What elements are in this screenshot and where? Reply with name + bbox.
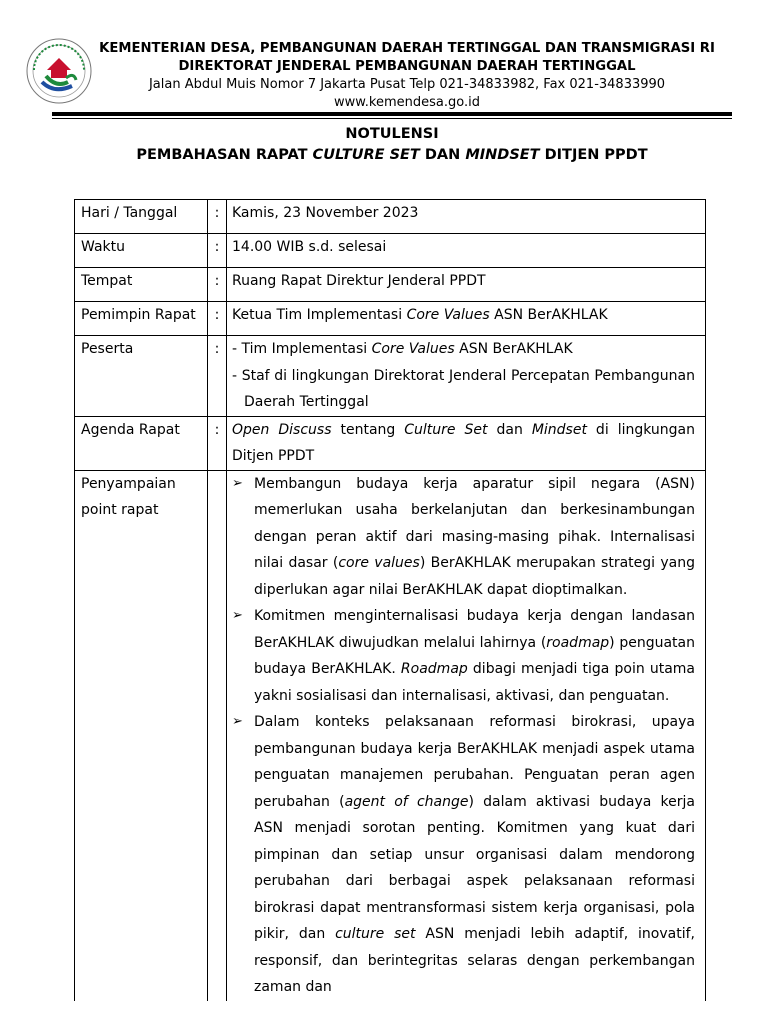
colon: :	[208, 268, 227, 302]
colon: :	[208, 234, 227, 268]
list-item: ➢ Dalam konteks pelaksanaan reformasi birokrasi, upaya pembangunan budaya kerja BerAKHLAK menjadi aspek utama penguatan manajemen perubahan. Penguatan peran agen perubahan (agent of change) dalam aktivasi budaya kerja ASN menjadi sorotan penting. Komitmen yang kuat dari pimpinan dan setiap unsur organisasi dalam mendorong perubahan dari berbagai aspek pelaksanaan reformasi birokrasi dapat mentransformasi sistem kerja organisasi, pola pikir, dan culture set ASN menjadi lebih adaptif, inovatif, responsif, dan berintegritas selaras dengan perkembangan zaman dan	[232, 709, 695, 1001]
colon-empty	[208, 470, 227, 1001]
table-row	[75, 470, 706, 1001]
document-title	[52, 124, 732, 166]
table-row	[75, 200, 706, 234]
table-row	[75, 416, 706, 470]
value-peserta	[227, 336, 706, 417]
value-waktu: 14.00 WIB s.d. selesai	[227, 234, 706, 268]
table-row	[75, 268, 706, 302]
label-penyampaian: Penyampaian point rapat	[75, 470, 208, 1001]
header-rule-thick	[52, 112, 732, 116]
value-tempat: Ruang Rapat Direktur Jenderal PPDT	[227, 268, 706, 302]
label-peserta: Peserta	[75, 336, 208, 417]
title-line-1: NOTULENSI	[345, 126, 439, 142]
address-line: Jalan Abdul Muis Nomor 7 Jakarta Pusat Telp 021-34833982, Fax 021-34833990	[148, 77, 666, 92]
list-item: ➢ Komitmen menginternalisasi budaya kerja dengan landasan BerAKHLAK diwujudkan melalui lahirnya (roadmap) penguatan budaya BerAKHLAK. Roadmap dibagi menjadi tiga poin utama yakni sosialisasi dan internalisasi, aktivasi, dan penguatan.	[232, 603, 695, 709]
colon: :	[208, 416, 227, 470]
list-item: ➢ Membangun budaya kerja aparatur sipil negara (ASN) memerlukan usaha berkelanjutan dan berkesinambungan dengan peran aktif dari masing-masing pihak. Internalisasi nilai dasar (core values) BerAKHLAK merupakan strategi yang diperlukan agar nilai BerAKHLAK dapat dioptimalkan.	[232, 471, 695, 604]
website: www.kemendesa.go.id	[334, 95, 480, 110]
kemendesa-logo	[26, 38, 92, 104]
arrow-bullet-icon: ➢	[232, 475, 243, 491]
peserta-item-1: - Tim Implementasi Core Values ASN BerAKHLAK	[232, 341, 573, 357]
table-row	[75, 336, 706, 417]
directorate-name: DIREKTORAT JENDERAL PEMBANGUNAN DAERAH TERTINGGAL	[178, 59, 636, 74]
title-line-2: PEMBAHASAN RAPAT CULTURE SET DAN MINDSET DITJEN PPDT	[136, 147, 648, 163]
colon: :	[208, 302, 227, 336]
label-hari: Hari / Tanggal	[75, 200, 208, 234]
meeting-info-table	[74, 199, 706, 1001]
letterhead	[92, 40, 722, 112]
arrow-bullet-icon: ➢	[232, 714, 243, 729]
points-list	[232, 471, 695, 1001]
table-row	[75, 302, 706, 336]
ministry-name: KEMENTERIAN DESA, PEMBANGUNAN DAERAH TERTINGGAL DAN TRANSMIGRASI RI	[99, 41, 715, 56]
colon: :	[208, 336, 227, 417]
value-hari: Kamis, 23 November 2023	[227, 200, 706, 234]
header-rule-thin	[52, 118, 732, 119]
label-agenda: Agenda Rapat	[75, 416, 208, 470]
label-waktu: Waktu	[75, 234, 208, 268]
value-penyampaian	[227, 470, 706, 1001]
value-pemimpin: Ketua Tim Implementasi Core Values ASN BerAKHLAK	[227, 302, 706, 336]
value-agenda: Open Discuss tentang Culture Set dan Mindset di lingkungan Ditjen PPDT	[227, 416, 706, 470]
colon: :	[208, 200, 227, 234]
arrow-bullet-icon: ➢	[232, 608, 243, 623]
label-tempat: Tempat	[75, 268, 208, 302]
peserta-item-2: - Staf di lingkungan Direktorat Jenderal Percepatan Pembangunan Daerah Tertinggal	[232, 367, 695, 410]
table-row	[75, 234, 706, 268]
label-pemimpin: Pemimpin Rapat	[75, 302, 208, 336]
